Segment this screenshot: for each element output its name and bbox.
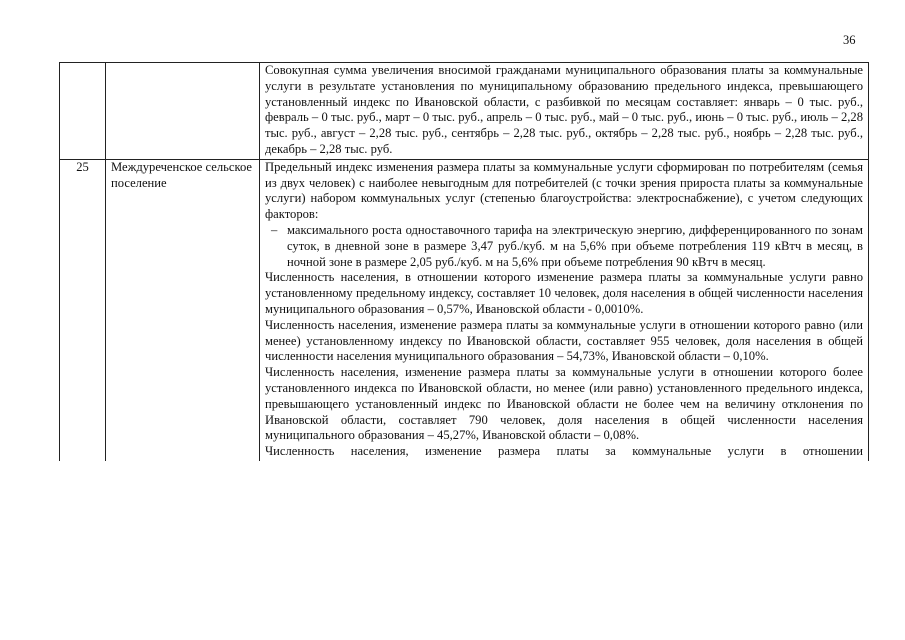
factor-list-item <box>265 223 863 270</box>
row-number-cell <box>60 63 106 160</box>
summary-paragraph: Совокупная сумма увеличения вносимой гражданами муниципального образования платы за коммунальные услуги в результате установления по муниципальному образованию предельного индекса, превышающего установленный индекс по Ивановской области, с разбивкой по месяцам составляет: январь – 0 тыс. руб., февраль – 0 тыс. руб., март – 0 тыс. руб., апрель – 0 тыс. руб., май – 0 тыс. руб., июнь – 0 тыс. руб., июль – 2,28 тыс. руб., август – 2,28 тыс. руб., сентябрь – 2,28 тыс. руб., октябрь – 2,28 тыс. руб., ноябрь – 2,28 тыс. руб., декабрь – 2,28 тыс. руб. <box>265 63 863 156</box>
dash-bullet: – <box>271 222 278 237</box>
table-row <box>60 159 869 461</box>
page-number: 36 <box>843 33 856 47</box>
document-table <box>59 62 869 461</box>
municipality-name-cell <box>106 63 260 160</box>
table-row <box>60 63 869 160</box>
population-paragraph: Численность населения, изменение размера платы за коммунальные услуги в отношении которого равно (или менее) установленному индексу по Ивановской области, составляет 955 человек, доля населения в общей численности населения муниципального образования – 54,73%, Ивановской области – 0,10%. <box>265 317 863 364</box>
row-number-cell: 25 <box>60 159 106 461</box>
population-paragraph: Численность населения, в отношении которого изменение размера платы за коммунальные услуги равно установленному предельному индексу, составляет 10 человек, доля населения в общей численности населения муниципального образования – 0,57%, Ивановской области - 0,0010%. <box>265 270 863 316</box>
factor-text: максимального роста одноставочного тарифа на электрическую энергию, дифференцированного по зонам суток, в дневной зоне в размере 3,47 руб./куб. м на 5,6% при объеме потребления 119 кВтч в месяц, в ночной зоне в размере 2,05 руб./куб. м на 5,6% при объеме потребления 90 кВтч в месяц. <box>287 222 863 269</box>
population-paragraph: Численность населения, изменение размера платы за коммунальные услуги в отношении которого более установленного индекса по Ивановской области, но менее (или равно) установленного предельного индекса, превышающего установленный индекс по Ивановской области не более чем на величину отклонения по Ивановской области, составляет 790 человек, доля населения в общей численности населения муниципального образования – 45,27%, Ивановской области – 0,08%. <box>265 365 863 443</box>
municipality-name-cell: Междуреченское сельское поселение <box>106 159 260 461</box>
population-paragraph-continued: Численность населения, изменение размера платы за коммунальные услуги в отношении <box>265 444 863 459</box>
description-cell <box>260 63 869 160</box>
description-cell <box>260 159 869 461</box>
intro-paragraph: Предельный индекс изменения размера платы за коммунальные услуги сформирован по потребителям (семья из двух человек) с наиболее невыгодным для потребителей (с точки зрения прироста платы за коммунальные услуги) набором коммунальных услуг (степенью благоустройства: электроснабжение), с учетом следующих факторов: <box>265 159 863 222</box>
